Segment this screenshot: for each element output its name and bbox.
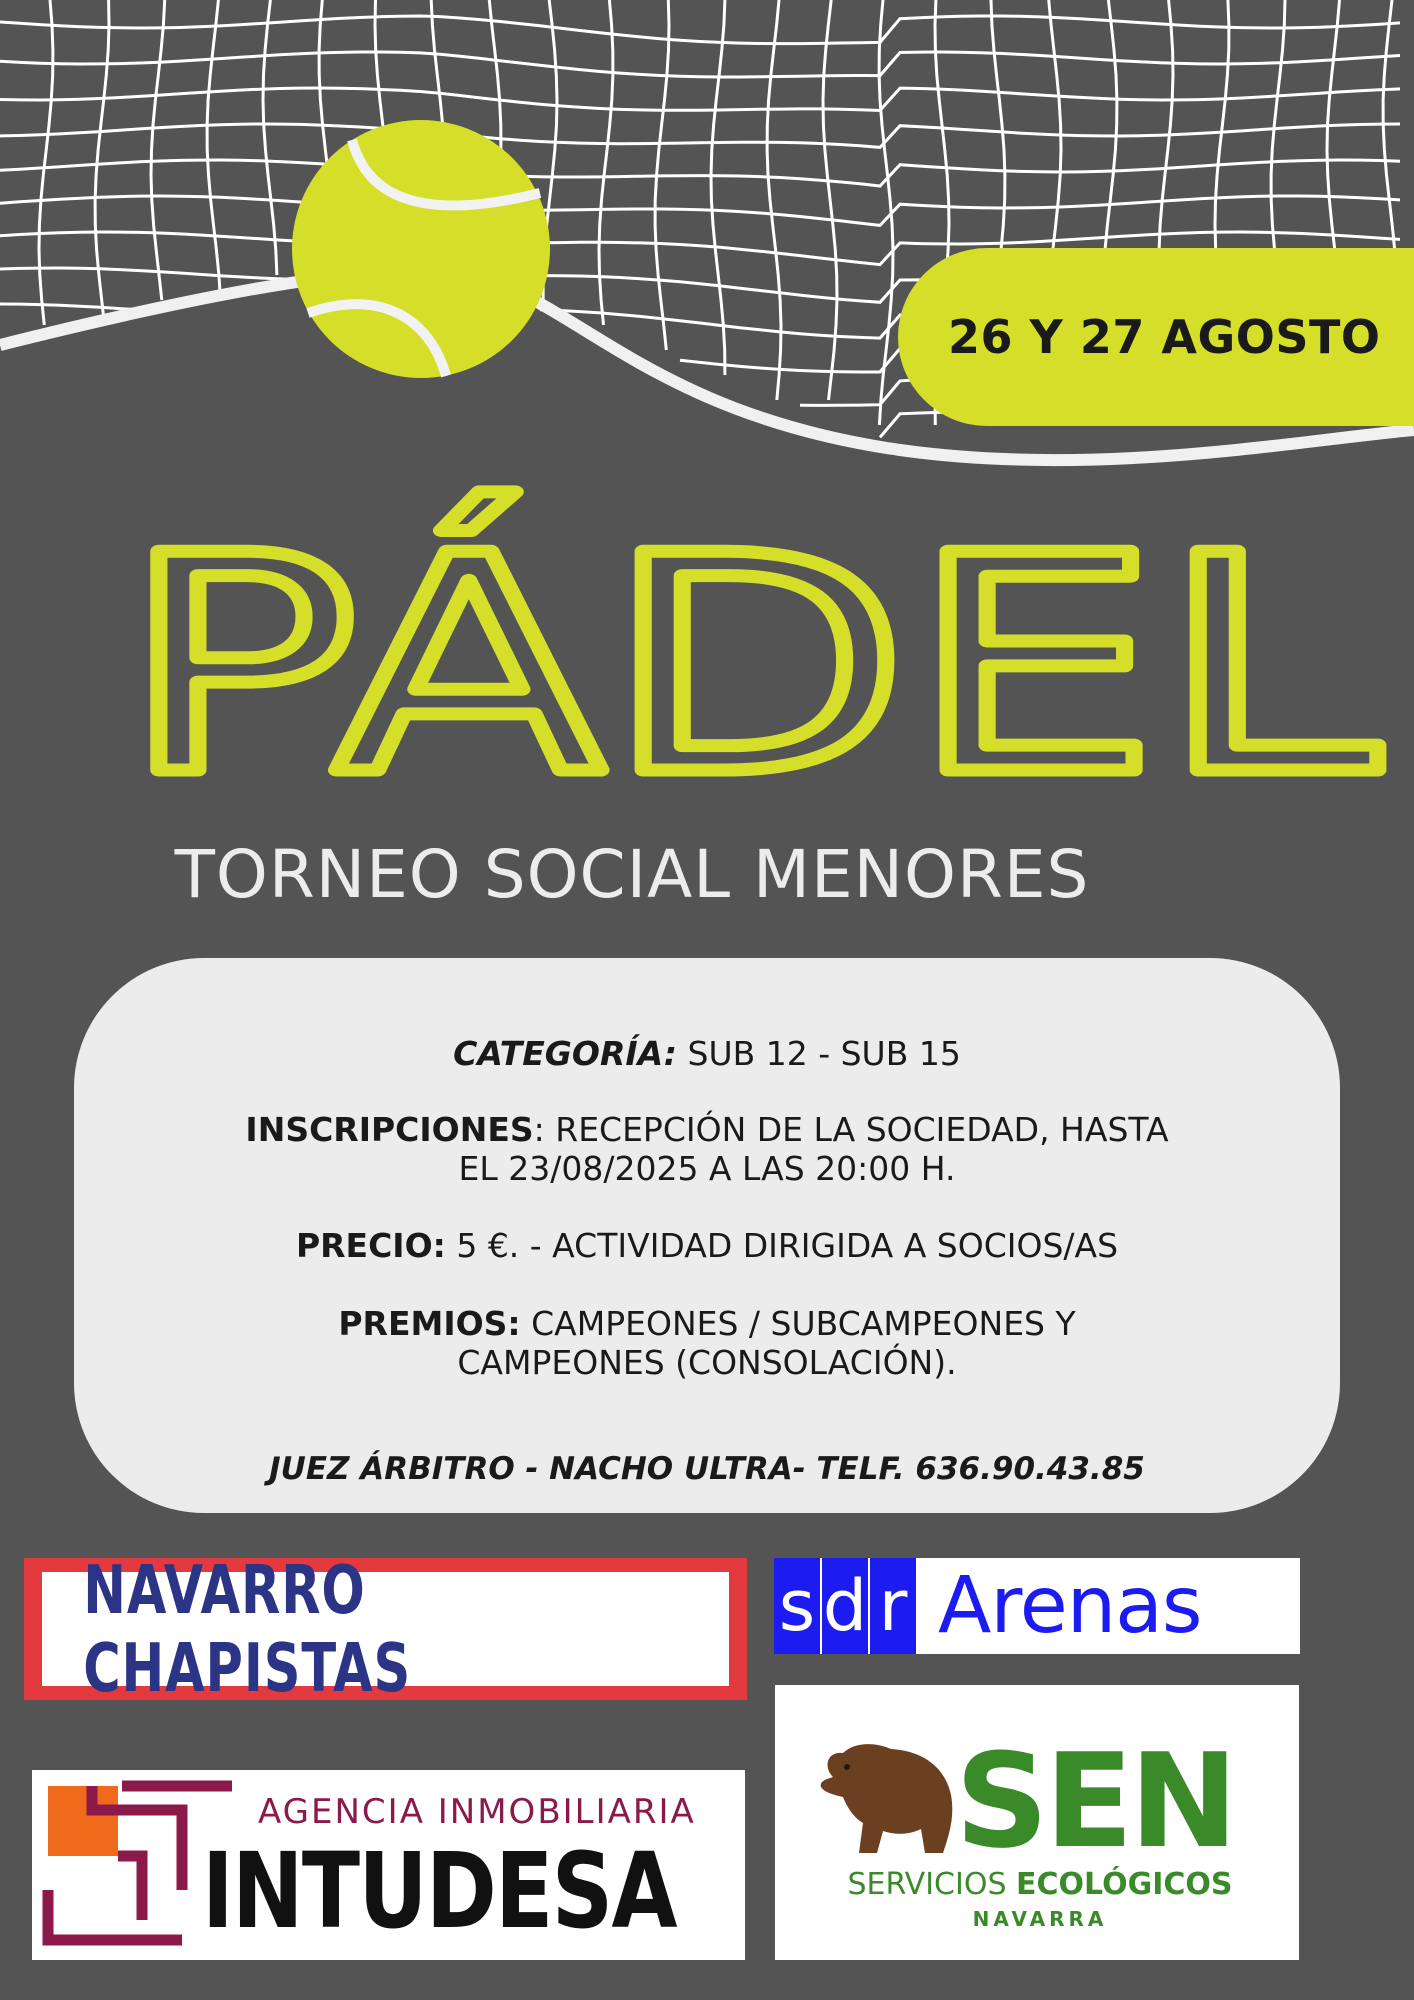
registration-label: INSCRIPCIONES	[245, 1110, 534, 1149]
referee-line: JUEZ ÁRBITRO - NACHO ULTRA- TELF. 636.90.43.85	[269, 1451, 1145, 1487]
prizes-line-2: CAMPEONES (CONSOLACIÓN).	[457, 1343, 957, 1382]
price-line	[74, 1226, 1340, 1265]
sen-tagline-a: SERVICIOS	[847, 1867, 1017, 1902]
bear-icon	[813, 1737, 963, 1857]
registration-value: : RECEPCIÓN DE LA SOCIEDAD, HASTA	[533, 1110, 1169, 1149]
category-value: SUB 12 - SUB 15	[687, 1034, 961, 1073]
sdr-arenas-name: Arenas	[938, 1561, 1202, 1651]
tennis-ball-icon	[290, 118, 552, 380]
price-label: PRECIO:	[295, 1226, 446, 1265]
registration-line	[74, 1110, 1340, 1149]
navarro-logo-text: NAVARRO CHAPISTAS	[83, 1550, 412, 1708]
event-title-text: PÁDEL	[120, 492, 1075, 800]
sen-tagline	[815, 1867, 1265, 1902]
sen-region: NAVARRA	[972, 1907, 1108, 1931]
price-value: 5 €. - ACTIVIDAD DIRIGIDA A SOCIOS/AS	[456, 1226, 1119, 1265]
category-line	[74, 1034, 1340, 1073]
category-label: CATEGORÍA:	[453, 1034, 677, 1073]
intudesa-tagline: AGENCIA INMOBILIARIA	[258, 1792, 696, 1832]
event-date: 26 Y 27 AGOSTO	[948, 310, 1381, 364]
registration-line-2: EL 23/08/2025 A LAS 20:00 H.	[458, 1149, 956, 1188]
intudesa-name: INTUDESA	[202, 1830, 676, 1952]
prizes-line	[74, 1304, 1340, 1343]
event-title	[100, 480, 1400, 800]
prizes-label: PREMIOS:	[338, 1304, 521, 1343]
event-subtitle: TORNEO SOCIAL MENORES	[174, 836, 1090, 913]
sponsor-navarro-chapistas	[24, 1550, 747, 1708]
info-panel	[74, 958, 1340, 1513]
sdr-letter-d: d	[822, 1558, 868, 1654]
sdr-letter-s: s	[774, 1558, 820, 1654]
sen-tagline-b: ECOLÓGICOS	[1016, 1867, 1233, 1902]
sponsor-sdr-arenas	[774, 1558, 1300, 1654]
date-badge	[898, 248, 1414, 426]
sen-logo-name: SEN	[955, 1725, 1235, 1877]
sdr-letter-r: r	[870, 1558, 916, 1654]
prizes-value: CAMPEONES / SUBCAMPEONES Y	[531, 1304, 1076, 1343]
sponsor-sen	[775, 1685, 1299, 1960]
sponsor-intudesa	[32, 1770, 745, 1960]
